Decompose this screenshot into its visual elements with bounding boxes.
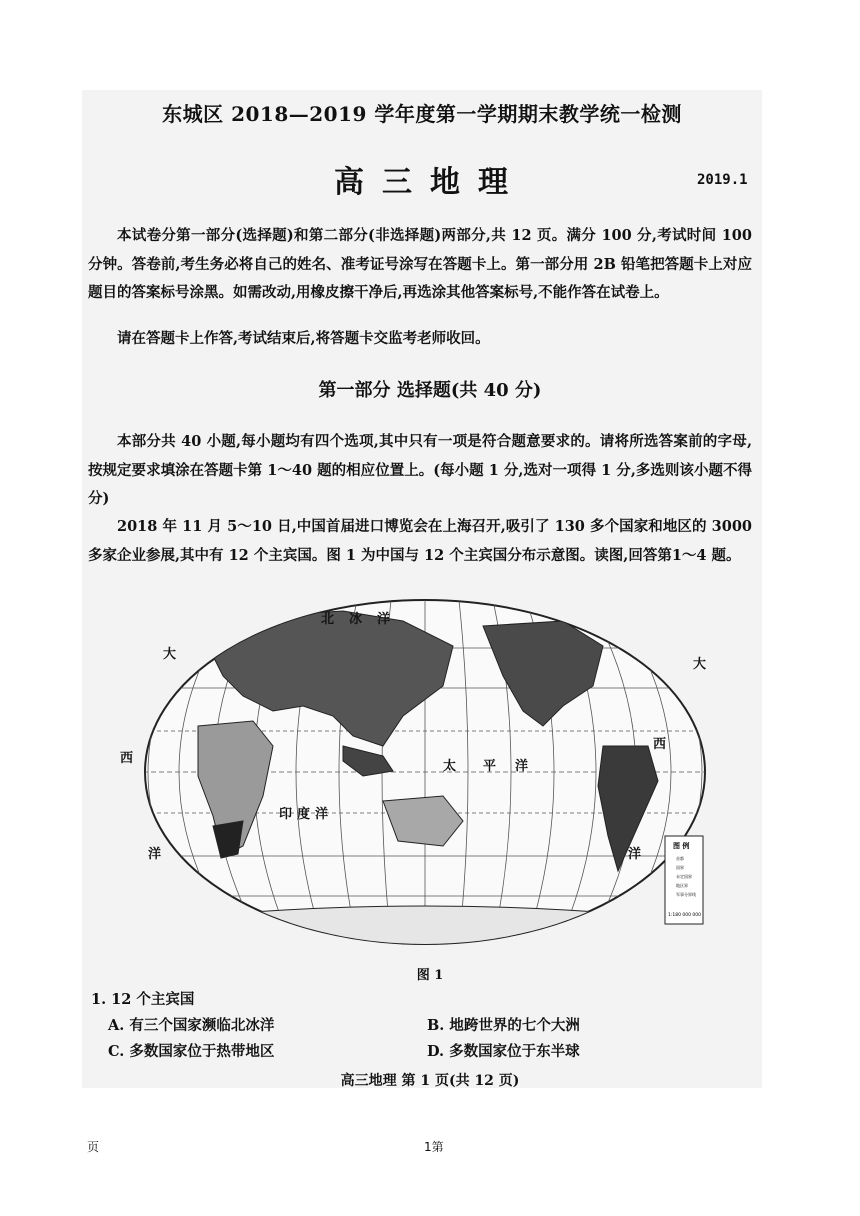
exam-date: 2019.1 bbox=[697, 172, 748, 188]
legend-item-capital: 首都 bbox=[676, 856, 684, 861]
map-label-atlantic-1: 大 bbox=[163, 647, 177, 662]
map-label-atlantic-2: 西 bbox=[120, 751, 134, 766]
question-1-option-d: D. 多数国家位于东半球 bbox=[427, 1043, 580, 1060]
legend-item-border: 国界 bbox=[676, 865, 684, 870]
figure-caption: 图 1 bbox=[416, 968, 444, 983]
map-label-indian-3: 洋 bbox=[315, 807, 329, 822]
legend-item-undetermined: 未定国界 bbox=[676, 874, 692, 879]
map-label-pacific-3: 洋 bbox=[515, 759, 529, 774]
map-label-indian-2: 度 bbox=[297, 807, 311, 822]
subject-title: 高三地理 bbox=[334, 165, 526, 200]
page-footer: 高三地理 第 1 页(共 12 页) bbox=[340, 1073, 520, 1089]
map-label-north-1: 北 bbox=[321, 612, 335, 627]
exam-title: 东城区 2018—2019 学年度第一学期期末教学统一检测 bbox=[162, 102, 682, 126]
world-map bbox=[120, 596, 708, 948]
legend-scale: 1:180 000 000 bbox=[668, 913, 702, 918]
map-label-east-atlantic-3: 洋 bbox=[628, 847, 642, 862]
map-legend bbox=[665, 836, 703, 924]
map-label-atlantic-3: 洋 bbox=[148, 847, 162, 862]
section-intro: 本部分共 40 小题,每小题均有四个选项,其中只有一项是符合题意要求的。请将所选答案前的字母,按规定要求填涂在答题卡第 1～40 题的相应位置上。(每小题 1 分,选对一项得 1 分,多选则该小题不得分) bbox=[88, 433, 752, 507]
page-mark-mid: 1第 bbox=[424, 1140, 444, 1154]
question-1-stem: 1. 12 个主宾国 bbox=[91, 991, 195, 1008]
question-1-option-a: A. 有三个国家濒临北冰洋 bbox=[108, 1017, 275, 1034]
question-1-option-b: B. 地跨世界的七个大洲 bbox=[427, 1017, 580, 1034]
question-context: 2018 年 11 月 5～10 日,中国首届进口博览会在上海召开,吸引了 130 多个国家和地区的 3000 多家企业参展,其中有 12 个主宾国。图 1 为中国与 12 个主宾国分布示意图。读图,回答第1～4 题。 bbox=[88, 518, 752, 564]
legend-item-region: 地区界 bbox=[676, 883, 688, 888]
page-mark-left: 页 bbox=[87, 1140, 100, 1154]
map-label-ice: 冰 bbox=[349, 612, 363, 627]
map-label-east-atlantic-1: 大 bbox=[693, 657, 707, 672]
legend-title: 图 例 bbox=[673, 842, 690, 850]
map-label-indian-1: 印 bbox=[279, 807, 293, 822]
question-1-option-c: C. 多数国家位于热带地区 bbox=[108, 1043, 275, 1060]
section-title: 第一部分 选择题(共 40 分) bbox=[318, 380, 542, 401]
instructions-paragraph: 本试卷分第一部分(选择题)和第二部分(非选择题)两部分,共 12 页。满分 100 分,考试时间 100 分钟。答卷前,考生务必将自己的姓名、准考证号涂写在答题卡上。第一部分用 2B 铅笔把答题卡上对应题目的答案标号涂黑。如需改动,用橡皮擦干净后,再选涂其他答案标号,不能作答在试卷上。 bbox=[88, 227, 752, 301]
map-label-pacific-2: 平 bbox=[483, 759, 497, 774]
map-label-east-atlantic-2: 西 bbox=[653, 737, 667, 752]
legend-item-military: 军事分界线 bbox=[676, 892, 696, 897]
instructions-return-note: 请在答题卡上作答,考试结束后,将答题卡交监考老师收回。 bbox=[117, 330, 490, 347]
map-label-pacific-1: 太 bbox=[443, 759, 457, 774]
map-label-ocean-arctic: 洋 bbox=[377, 612, 391, 627]
